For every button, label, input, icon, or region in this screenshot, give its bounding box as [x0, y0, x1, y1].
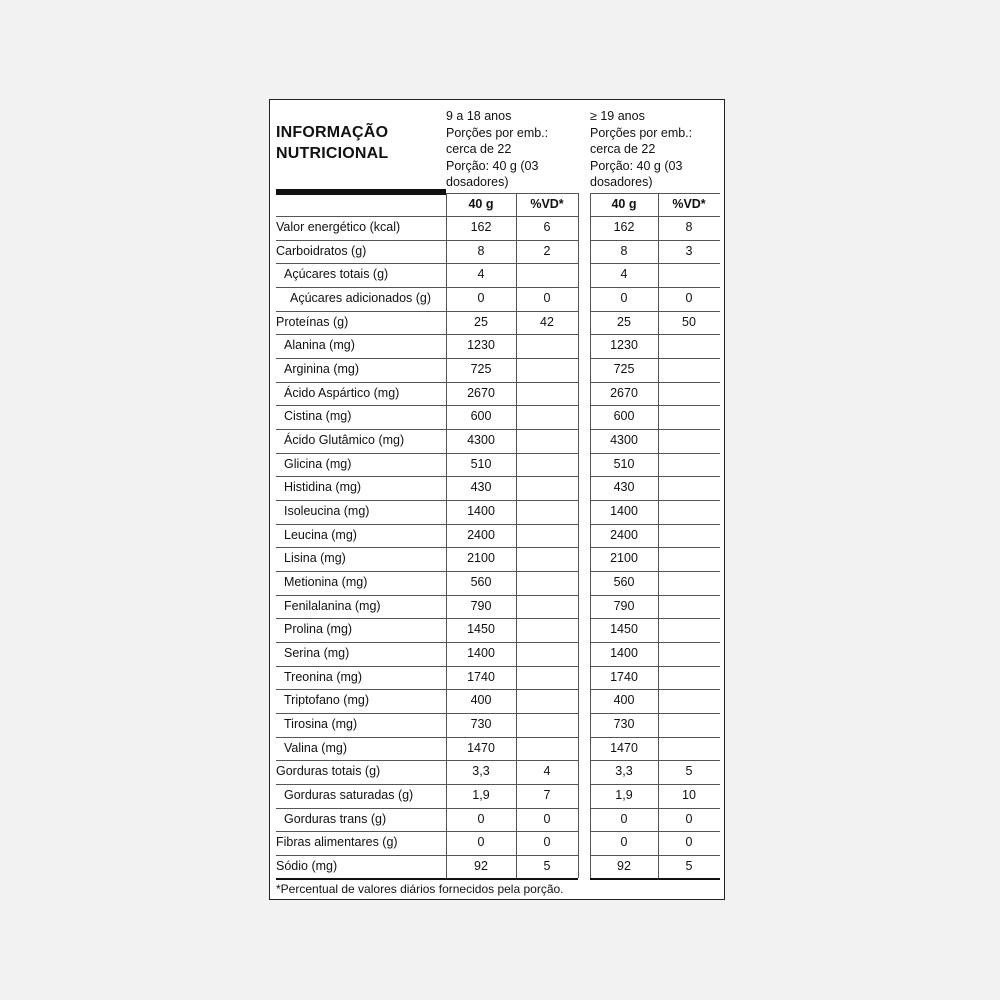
nutrient-name: Gorduras trans (g) [284, 811, 387, 826]
column-divider [516, 193, 517, 878]
value-9-18-dv [516, 524, 578, 547]
value-9-18-amount: 162 [470, 220, 492, 234]
group-line: ≥ 19 anos [590, 109, 645, 123]
value-19-plus-amount: 4 [620, 267, 628, 282]
value-19-plus-dv: 0 [685, 835, 693, 850]
column-divider [578, 193, 579, 878]
value-19-plus-dv [658, 358, 720, 381]
value-9-18-amount: 1400 [467, 645, 495, 660]
value-9-18-dv [516, 547, 578, 570]
value-19-plus-dv: 0 [685, 811, 693, 826]
value-19-plus-amount: 430 [613, 480, 635, 495]
value-9-18-dv [516, 334, 578, 357]
value-19-plus-amount: 2100 [610, 551, 638, 566]
value-19-plus-amount: 8 [620, 243, 628, 258]
value-19-plus-amount: 2670 [610, 385, 638, 400]
nutrient-name: Cistina (mg) [284, 409, 352, 424]
nutrient-name: Alanina (mg) [284, 338, 355, 353]
value-19-plus-amount: 162 [613, 220, 635, 234]
value-9-18-amount: 0 [477, 811, 485, 826]
footnote: *Percentual de valores diários fornecidos pela porção. [276, 882, 564, 896]
value-9-18-amount: 2400 [467, 527, 495, 542]
value-9-18-dv [516, 713, 578, 736]
value-19-plus-dv [658, 334, 720, 357]
value-19-plus-dv [658, 666, 720, 689]
value-19-plus-dv [658, 476, 720, 499]
value-9-18-dv [516, 571, 578, 594]
value-19-plus-dv [658, 713, 720, 736]
value-9-18-dv [516, 405, 578, 428]
value-9-18-amount: 430 [470, 480, 492, 495]
value-19-plus-amount: 600 [613, 409, 635, 424]
nutrient-name: Metionina (mg) [284, 574, 368, 589]
group-line: dosadores) [446, 175, 509, 189]
value-9-18-dv: 6 [543, 220, 551, 234]
nutrient-name: Serina (mg) [284, 645, 350, 660]
nutrient-name: Treonina (mg) [284, 669, 363, 684]
column-header: 40 g [468, 197, 494, 211]
value-19-plus-dv [658, 405, 720, 428]
value-19-plus-dv [658, 524, 720, 547]
value-19-plus-dv [658, 689, 720, 712]
value-9-18-dv [516, 429, 578, 452]
group-header-9-18 [446, 108, 586, 191]
value-9-18-amount: 0 [477, 290, 485, 305]
value-9-18-dv [516, 618, 578, 641]
value-19-plus-amount: 730 [613, 716, 635, 731]
value-9-18-dv: 0 [543, 811, 551, 826]
value-19-plus-amount: 400 [613, 693, 635, 708]
group-line: dosadores) [590, 175, 653, 189]
group-line: cerca de 22 [590, 142, 656, 156]
nutrient-name: Glicina (mg) [284, 456, 352, 471]
value-19-plus-dv [658, 453, 720, 476]
value-19-plus-dv [658, 500, 720, 523]
value-9-18-dv: 42 [540, 314, 554, 329]
value-19-plus-amount: 725 [613, 361, 635, 376]
value-19-plus-dv: 5 [685, 764, 693, 779]
value-19-plus-amount: 0 [620, 290, 628, 305]
value-9-18-dv: 4 [543, 764, 551, 779]
value-19-plus-amount: 4300 [610, 432, 638, 447]
nutrient-name: Fenilalanina (mg) [284, 598, 381, 613]
value-9-18-amount: 1450 [467, 622, 495, 637]
nutrient-name: Lisina (mg) [284, 551, 346, 566]
value-9-18-amount: 8 [477, 243, 485, 258]
value-19-plus-amount: 92 [617, 858, 631, 873]
nutrient-name: Ácido Aspártico (mg) [284, 385, 400, 400]
title-line: INFORMAÇÃO [276, 124, 389, 141]
value-9-18-amount: 510 [470, 456, 492, 471]
group-line: cerca de 22 [446, 142, 512, 156]
nutrient-name: Açúcares adicionados (g) [290, 290, 432, 305]
value-19-plus-amount: 0 [620, 835, 628, 850]
column-divider [590, 193, 591, 878]
value-19-plus-dv [658, 618, 720, 641]
group-line: 9 a 18 anos [446, 109, 512, 123]
value-19-plus-amount: 560 [613, 574, 635, 589]
value-9-18-amount: 725 [470, 361, 492, 376]
value-9-18-amount: 25 [474, 314, 488, 329]
value-9-18-amount: 790 [470, 598, 492, 613]
nutrient-name: Fibras alimentares (g) [276, 835, 398, 850]
nutrient-name: Arginina (mg) [284, 361, 360, 376]
nutrient-name: Carboidratos (g) [276, 243, 367, 258]
value-9-18-dv [516, 476, 578, 499]
value-9-18-dv: 7 [543, 787, 551, 802]
value-19-plus-dv [658, 737, 720, 760]
value-19-plus-dv [658, 263, 720, 286]
value-9-18-amount: 0 [477, 835, 485, 850]
nutrient-name: Tirosina (mg) [284, 716, 358, 731]
value-9-18-amount: 2100 [467, 551, 495, 566]
value-9-18-amount: 1,9 [472, 787, 490, 802]
nutrition-facts-table [269, 99, 725, 900]
nutrient-name: Sódio (mg) [276, 858, 338, 873]
title-line: NUTRICIONAL [276, 145, 389, 162]
column-header: %VD* [530, 197, 564, 211]
value-19-plus-amount: 1450 [610, 622, 638, 637]
value-9-18-dv: 2 [543, 243, 551, 258]
value-9-18-dv: 5 [543, 858, 551, 873]
value-9-18-amount: 4300 [467, 432, 495, 447]
value-19-plus-dv: 5 [685, 858, 693, 873]
nutrient-name: Valor energético (kcal) [276, 220, 401, 234]
value-9-18-dv [516, 666, 578, 689]
group-header-19-plus [590, 108, 730, 191]
nutrient-name: Açúcares totais (g) [284, 267, 389, 282]
value-9-18-dv [516, 595, 578, 618]
value-9-18-amount: 1740 [467, 669, 495, 684]
value-19-plus-amount: 1400 [610, 503, 638, 518]
column-divider [658, 193, 659, 878]
nutrient-name: Ácido Glutâmico (mg) [284, 432, 405, 447]
value-9-18-dv [516, 263, 578, 286]
value-19-plus-dv: 10 [682, 787, 696, 802]
value-9-18-amount: 4 [477, 267, 485, 282]
value-19-plus-amount: 3,3 [615, 764, 633, 779]
value-9-18-amount: 1400 [467, 503, 495, 518]
nutrient-name: Triptofano (mg) [284, 693, 369, 708]
nutrient-name: Gorduras saturadas (g) [284, 787, 414, 802]
value-19-plus-amount: 790 [613, 598, 635, 613]
value-9-18-amount: 1470 [467, 740, 495, 755]
nutrient-name: Valina (mg) [284, 740, 347, 755]
value-9-18-dv [516, 689, 578, 712]
nutrient-name: Prolina (mg) [284, 622, 353, 637]
value-19-plus-dv: 50 [682, 314, 696, 329]
value-19-plus-amount: 0 [620, 811, 628, 826]
value-19-plus-amount: 1740 [610, 669, 638, 684]
value-19-plus-amount: 1470 [610, 740, 638, 755]
nutrient-name: Leucina (mg) [284, 527, 357, 542]
value-9-18-amount: 400 [470, 693, 492, 708]
value-9-18-dv [516, 642, 578, 665]
value-9-18-dv [516, 358, 578, 381]
value-19-plus-dv [658, 571, 720, 594]
column-header: %VD* [672, 197, 706, 211]
value-19-plus-amount: 25 [617, 314, 631, 329]
value-19-plus-dv: 8 [685, 220, 693, 234]
value-19-plus-dv [658, 429, 720, 452]
nutrient-name: Gorduras totais (g) [276, 764, 381, 779]
value-9-18-dv: 0 [543, 835, 551, 850]
value-9-18-dv [516, 737, 578, 760]
value-19-plus-dv [658, 595, 720, 618]
value-9-18-amount: 560 [470, 574, 492, 589]
value-19-plus-amount: 510 [613, 456, 635, 471]
value-19-plus-dv [658, 642, 720, 665]
value-9-18-amount: 1230 [467, 338, 495, 353]
value-19-plus-amount: 1400 [610, 645, 638, 660]
value-9-18-dv [516, 382, 578, 405]
value-19-plus-dv: 3 [685, 243, 693, 258]
value-9-18-amount: 92 [474, 858, 488, 873]
column-header: 40 g [611, 197, 637, 211]
table-title [276, 122, 446, 164]
value-19-plus-amount: 2400 [610, 527, 638, 542]
value-9-18-dv [516, 453, 578, 476]
value-19-plus-amount: 1,9 [615, 787, 633, 802]
value-9-18-dv: 0 [543, 290, 551, 305]
group-line: Porção: 40 g (03 [590, 158, 683, 173]
group-line: Porções por emb.: [446, 125, 549, 140]
value-9-18-amount: 2670 [467, 385, 495, 400]
table-bottom-rule [590, 878, 720, 880]
value-19-plus-amount: 1230 [610, 338, 638, 353]
value-9-18-amount: 3,3 [472, 764, 490, 779]
value-9-18-amount: 600 [470, 409, 492, 424]
value-19-plus-dv [658, 547, 720, 570]
nutrient-name: Histidina (mg) [284, 480, 362, 495]
nutrient-name: Isoleucina (mg) [284, 503, 370, 518]
value-19-plus-dv [658, 382, 720, 405]
value-9-18-dv [516, 500, 578, 523]
column-divider [446, 193, 447, 878]
value-19-plus-dv: 0 [685, 290, 693, 305]
title-bar [276, 189, 446, 195]
group-line: Porções por emb.: [590, 125, 693, 140]
value-9-18-amount: 730 [470, 716, 492, 731]
nutrient-name: Proteínas (g) [276, 314, 349, 329]
group-line: Porção: 40 g (03 [446, 158, 539, 173]
